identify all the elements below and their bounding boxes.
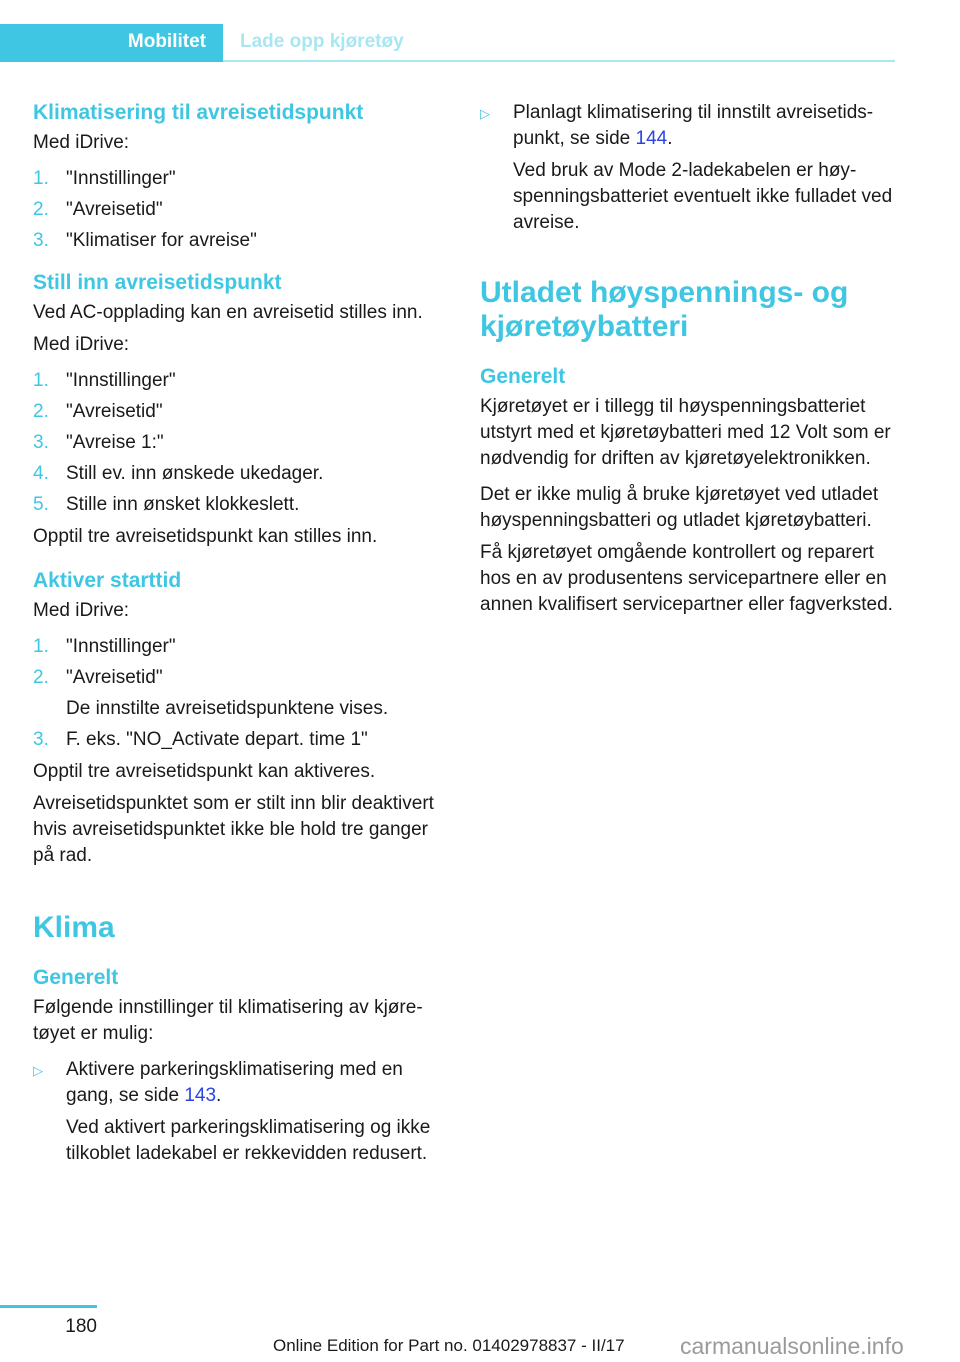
page-ref-link[interactable]: 143 (184, 1085, 217, 1106)
lead-text: Med iDrive: (33, 132, 130, 153)
bullet-subtext: Ved aktivert parkeringsklimatisering og ikke tilkoblet ladekabel er rekkevidden redusert. (66, 1117, 431, 1164)
step-number: 3. (33, 729, 49, 750)
step-text: "Avreisetid" (66, 667, 163, 688)
step-item (33, 430, 451, 456)
section-tab (0, 24, 223, 62)
section-title: Mobilitet (127, 31, 206, 52)
step-text: Still ev. inn ønskede ukedager. (66, 463, 324, 484)
edition-text: Online Edition for Part no. 01402978837 - II/17 (273, 1336, 625, 1355)
step-item (33, 368, 451, 394)
step-text: Stille inn ønsket klokkeslett. (66, 494, 300, 515)
heading-klima: Klima (33, 911, 115, 944)
step-number: 1. (33, 370, 49, 391)
right-column (480, 100, 898, 624)
steps-list (33, 166, 451, 254)
step-number: 2. (33, 667, 49, 688)
page-ref-link[interactable]: 144 (635, 128, 668, 149)
steps-list (33, 634, 451, 753)
bullet-end: . (667, 128, 673, 149)
step-text: "Klimatiser for avreise" (66, 230, 257, 251)
steps-list (33, 368, 451, 518)
heading-klimatisering: Klimatisering til avreisetidspunkt (33, 101, 364, 124)
step-number: 4. (33, 463, 49, 484)
step-item (33, 634, 451, 660)
step-item (33, 228, 451, 254)
chapter-title: Lade opp kjøretøy (240, 31, 404, 52)
paragraph: Det er ikke mulig å bruke kjøretøyet ved utladet høyspenningsbatteri og utladet kjøretøybatteri. (480, 484, 879, 531)
step-number: 1. (33, 168, 49, 189)
step-number: 2. (33, 401, 49, 422)
step-item (33, 197, 451, 223)
bullet-item (480, 100, 898, 236)
triangle-bullet-icon: ▷ (33, 1063, 43, 1078)
step-text: "Avreisetid" (66, 199, 163, 220)
step-text: "Avreise 1:" (66, 432, 164, 453)
bullet-item (33, 1057, 451, 1167)
left-column (33, 100, 451, 1173)
intro-text: Følgende innstillinger til klimatisering av kjøretøyet er mulig: (33, 997, 423, 1044)
bullet-text: Aktivere parkeringsklimatisering med en gang, se side (66, 1059, 403, 1106)
step-item (33, 665, 451, 722)
step-number: 3. (33, 432, 49, 453)
heading-aktiver-starttid: Aktiver starttid (33, 569, 182, 592)
step-item (33, 166, 451, 192)
step-text: F. eks. "NO_Activate depart. time 1" (66, 729, 368, 750)
watermark: carmanualsonline.info (680, 1333, 904, 1359)
step-number: 5. (33, 494, 49, 515)
heading-still-inn: Still inn avreisetidspunkt (33, 271, 282, 294)
step-number: 3. (33, 230, 49, 251)
page-number: 180 (65, 1316, 97, 1337)
step-item (33, 492, 451, 518)
step-text: "Avreisetid" (66, 401, 163, 422)
step-item (33, 727, 451, 753)
step-number: 1. (33, 636, 49, 657)
heading-utladet-batteri: Utladet høyspennings- og kjøretøybatteri (480, 276, 849, 343)
note-text: Opptil tre avreisetidspunkt kan aktiveres. (33, 761, 376, 782)
step-subtext: De innstilte avreisetidspunktene vises. (66, 698, 389, 719)
note-text: Avreisetidspunktet som er stilt inn blir deaktivert hvis avreisetidspunktet ikke ble hold tre ganger på rad. (33, 793, 434, 866)
step-text: "Innstillinger" (66, 370, 176, 391)
step-item (33, 461, 451, 487)
step-text: "Innstillinger" (66, 636, 176, 657)
paragraph: Få kjøretøyet omgående kontrollert og reparert hos en av produsentens servicepartnere eller en annen kvalifisert servicepartner eller fagverksted. (480, 542, 893, 615)
triangle-bullet-icon: ▷ (480, 106, 490, 121)
step-number: 2. (33, 199, 49, 220)
intro-text: Ved AC-opplading kan en avreisetid stilles inn. (33, 302, 423, 323)
paragraph: Kjøretøyet er i tillegg til høyspenningsbatteriet utstyrt med et kjøretøybatteri med 12 Volt som er nødvendig for driften av kjøretøyelektronikken. (480, 396, 891, 469)
bullet-text: Planlagt klimatisering til innstilt avreisetidspunkt, se side (513, 102, 874, 149)
bullet-end: . (216, 1085, 222, 1106)
note-text: Opptil tre avreisetidspunkt kan stilles inn. (33, 526, 378, 547)
bullet-list (33, 1057, 451, 1167)
heading-generelt: Generelt (480, 365, 566, 388)
lead-text: Med iDrive: (33, 334, 130, 355)
step-item (33, 399, 451, 425)
step-text: "Innstillinger" (66, 168, 176, 189)
heading-generelt: Generelt (33, 966, 119, 989)
bullet-subtext: Ved bruk av Mode 2-ladekabelen er høyspenningsbatteriet eventuelt ikke fulladet ved avreise. (513, 160, 893, 233)
bullet-list (480, 100, 898, 236)
lead-text: Med iDrive: (33, 600, 130, 621)
header-divider (223, 60, 895, 62)
footer-divider (0, 1305, 97, 1308)
